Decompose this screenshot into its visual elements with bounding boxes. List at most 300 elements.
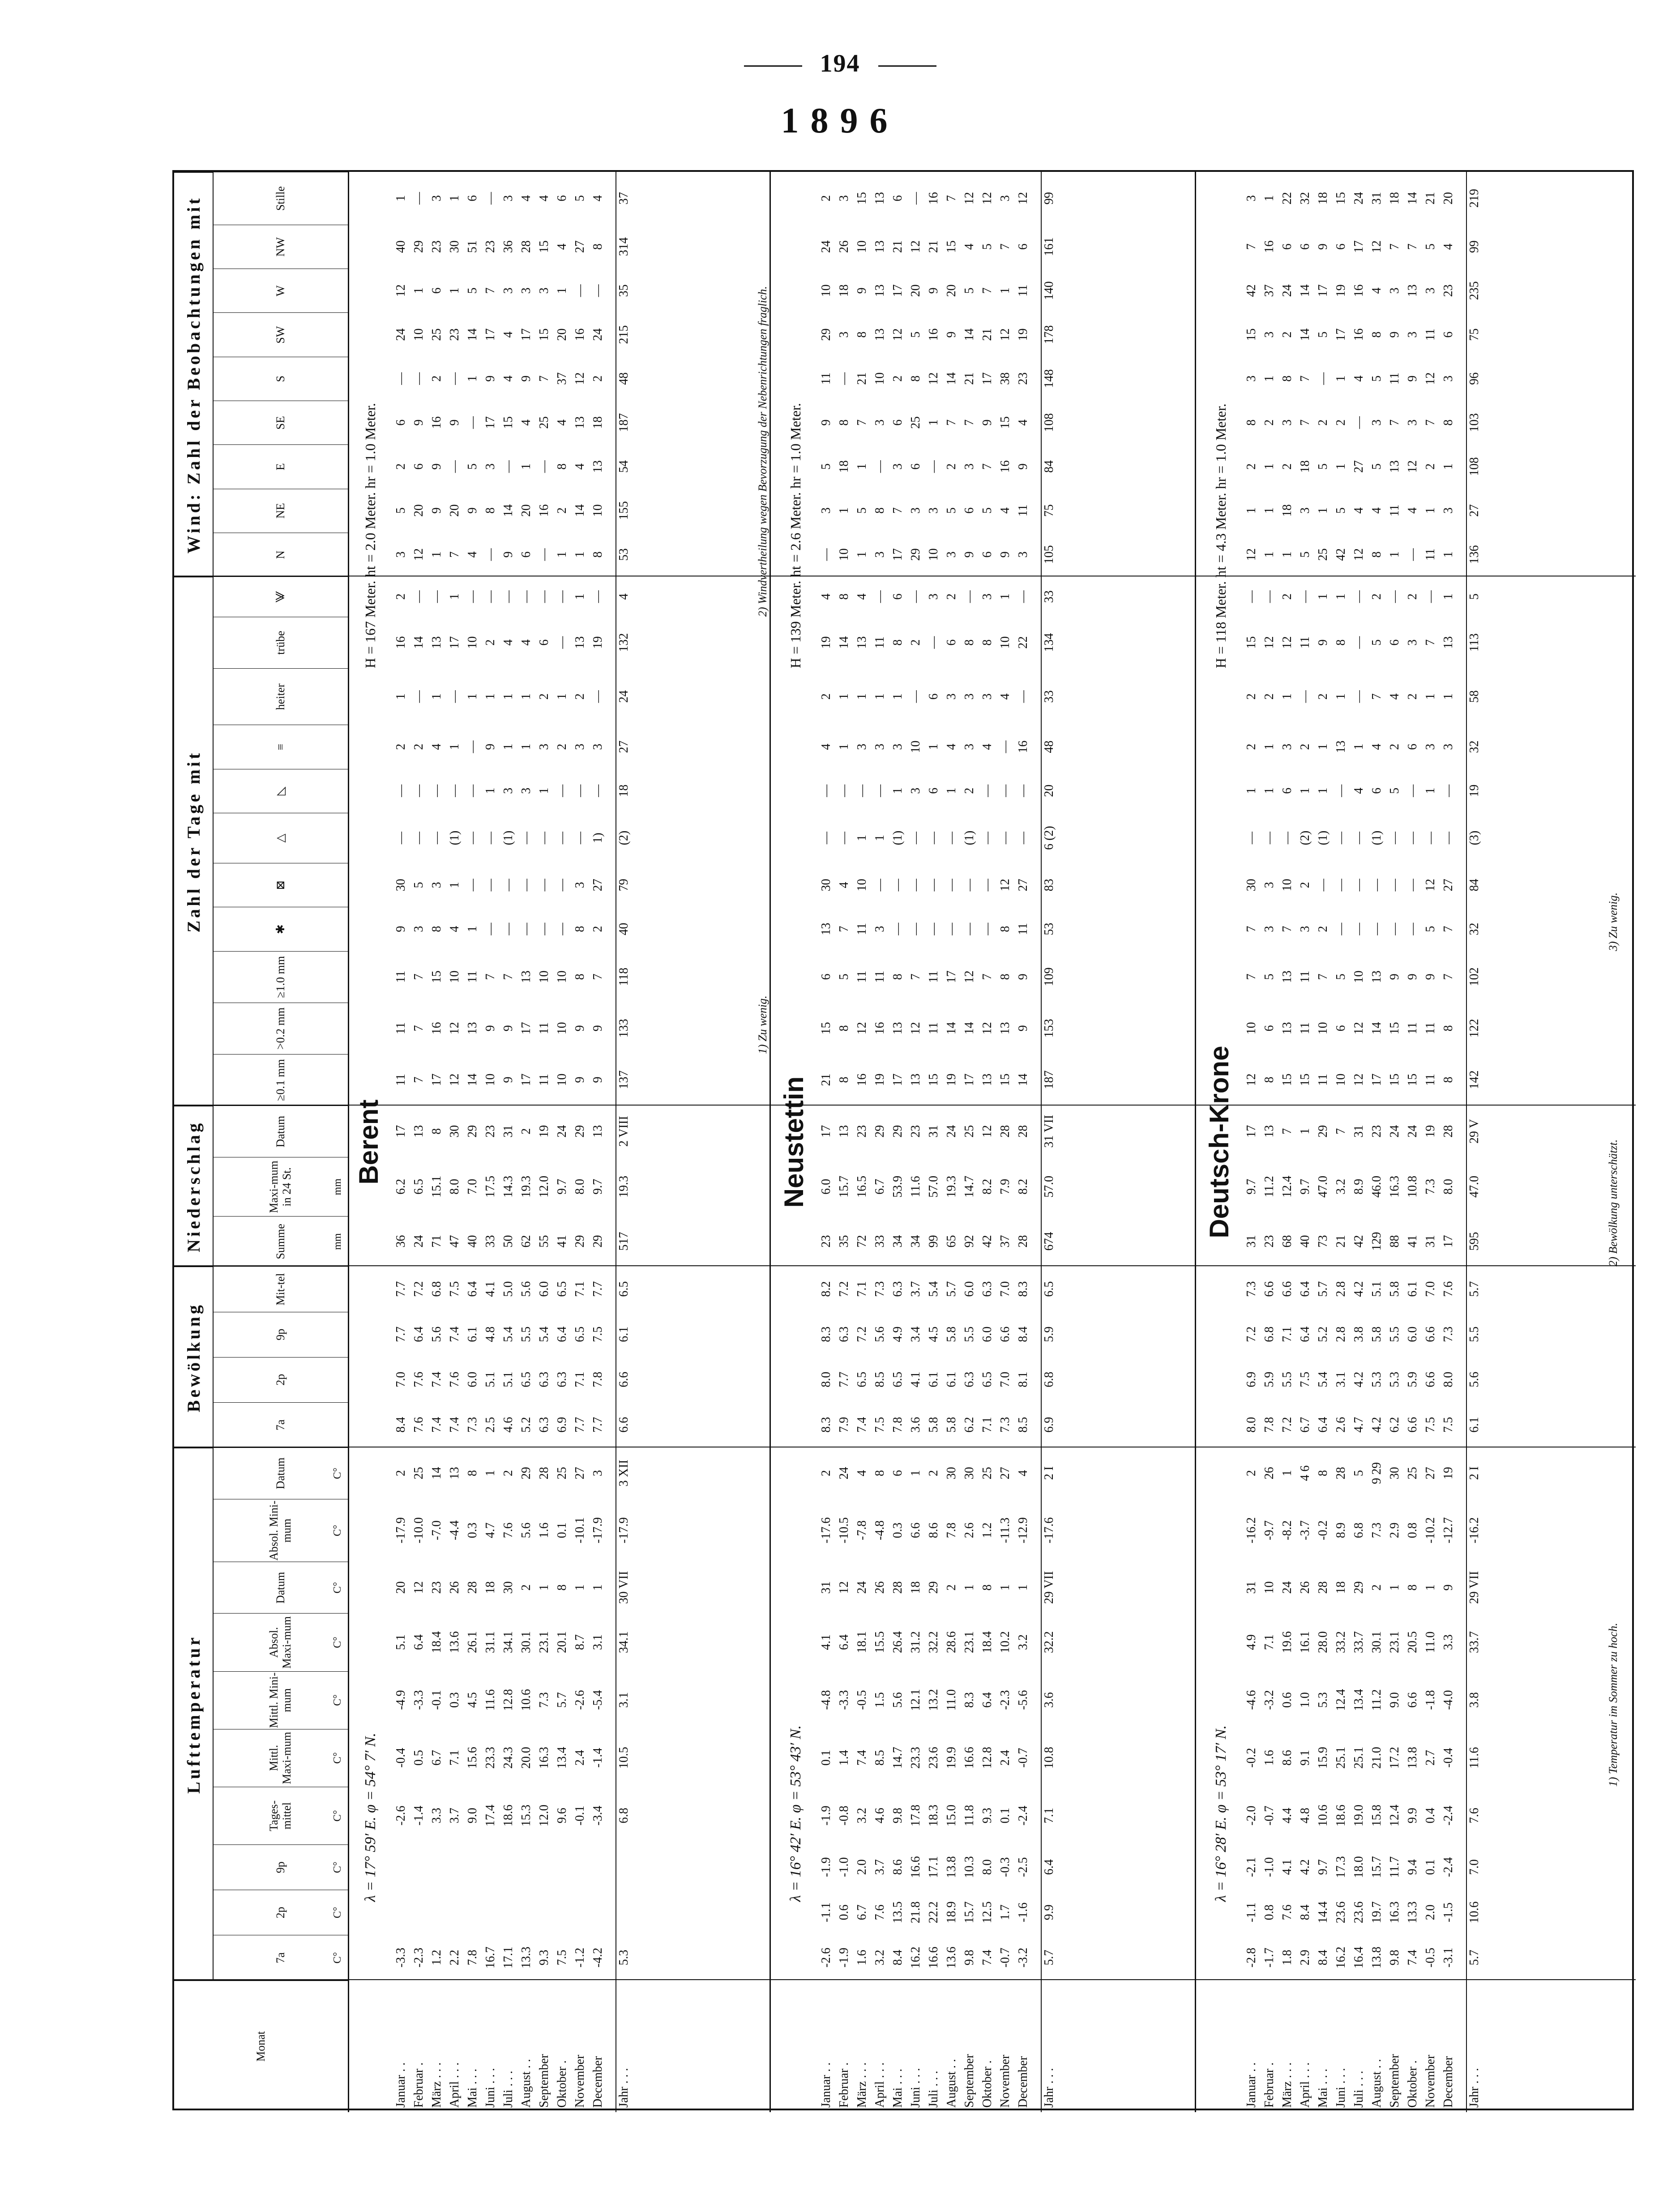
column-header-label: S <box>274 376 287 382</box>
table-cell: 4 <box>501 331 515 338</box>
table-cell: 7.7 <box>837 1371 851 1388</box>
table-cell: 6.5 <box>1042 1281 1056 1297</box>
table-cell: 2 <box>945 463 958 470</box>
table-cell: 6.2 <box>962 1417 976 1433</box>
table-cell: -1.2 <box>573 1947 587 1968</box>
table-cell: 3.7 <box>909 1281 923 1297</box>
table-cell: 1 <box>1262 507 1276 514</box>
table-cell: 4 <box>591 195 605 201</box>
table-cell: — <box>891 879 905 892</box>
column-header-label: ≥1.0 mm <box>274 956 287 998</box>
table-cell: — <box>1262 832 1276 845</box>
table-cell: 1 <box>555 693 569 700</box>
table-cell: 19.3 <box>519 1175 533 1198</box>
table-cell: 8 <box>855 331 869 338</box>
table-cell: — <box>412 372 426 385</box>
table-cell: 1 <box>412 287 426 294</box>
table-cell: 48 <box>617 372 631 385</box>
table-cell: 10 <box>873 372 887 385</box>
table-cell: 7.4 <box>1406 1950 1419 1966</box>
table-cell: 3 <box>909 787 923 794</box>
table-cell: — <box>483 922 497 935</box>
column-header <box>214 907 348 951</box>
table-cell: 21 <box>891 240 905 253</box>
table-cell: — <box>962 590 976 603</box>
table-cell: — <box>483 590 497 603</box>
table-frame <box>172 170 1634 2110</box>
table-cell: 1 <box>1280 693 1294 700</box>
table-cell: 6.0 <box>819 1178 833 1195</box>
table-cell: 10.8 <box>1406 1175 1419 1198</box>
table-cell: 14 <box>430 1467 444 1480</box>
table-cell: 7 <box>1370 693 1384 700</box>
month-label: Oktober . <box>1406 2060 1419 2108</box>
table-cell: -2.6 <box>394 1806 408 1826</box>
table-cell: 2 <box>819 1470 833 1477</box>
month-label: Oktober . <box>980 2060 994 2108</box>
table-cell: — <box>1424 590 1437 603</box>
column-divider <box>174 1979 1636 1980</box>
table-cell: 14 <box>945 1022 958 1035</box>
table-cell: 1 <box>1244 507 1258 514</box>
table-cell: — <box>1016 832 1030 845</box>
table-cell: 12 <box>855 1022 869 1035</box>
table-cell: 2 <box>1334 419 1348 426</box>
table-cell: 25 <box>430 328 444 341</box>
table-cell: 6 <box>1016 243 1030 250</box>
table-cell: 12 <box>891 328 905 341</box>
table-row <box>555 172 569 2112</box>
table-cell: 7.1 <box>1262 1634 1276 1650</box>
table-cell: 13 <box>998 1022 1012 1035</box>
table-cell: 6.7 <box>855 1904 869 1921</box>
table-cell: 31 <box>1244 1235 1258 1248</box>
table-cell: 40 <box>1298 1235 1312 1248</box>
station-coordinates: λ = 17° 59′ E. φ = 54° 7′ N. <box>362 1733 379 1902</box>
table-cell: 9 <box>501 551 515 558</box>
table-cell: 18 <box>591 416 605 429</box>
table-cell: 9 <box>394 926 408 932</box>
table-cell: 19 <box>1334 284 1348 297</box>
table-cell: 25 <box>555 1467 569 1480</box>
column-header <box>214 357 348 401</box>
table-cell: 7.8 <box>591 1371 605 1388</box>
footnote: 2) Windvertheilung wegen Bevorzugung der Nebenrichtungen fraglich. <box>756 286 769 617</box>
table-cell: 17 <box>1244 1125 1258 1138</box>
table-cell: 25 <box>1316 548 1330 561</box>
table-cell: 13 <box>448 1467 462 1480</box>
table-cell: 1 <box>1262 463 1276 470</box>
table-cell: 1 <box>998 593 1012 600</box>
table-cell: 14 <box>501 504 515 517</box>
table-cell: 9 <box>1016 463 1030 470</box>
table-cell: 7 <box>1244 926 1258 932</box>
footnote: 1) Temperatur im Sommer zu hoch. <box>1607 1622 1620 1787</box>
unit-label: mm <box>331 1178 343 1195</box>
table-cell: 13.8 <box>945 1856 958 1879</box>
table-cell: 31 <box>1424 1235 1437 1248</box>
table-cell: — <box>412 832 426 845</box>
table-cell: 3 <box>1280 743 1294 750</box>
table-cell: 29 <box>909 548 923 561</box>
table-cell: 42 <box>1352 1235 1366 1248</box>
table-cell: 6.6 <box>1406 1692 1419 1708</box>
column-header <box>214 1499 348 1562</box>
table-cell: 2 <box>1244 743 1258 750</box>
table-cell: 122 <box>1467 1019 1481 1038</box>
table-cell: 19.9 <box>945 1746 958 1769</box>
table-cell: 10.8 <box>1042 1746 1056 1769</box>
table-cell: 1.2 <box>430 1950 444 1966</box>
table-cell: 9 <box>501 1025 515 1032</box>
table-cell: 6 <box>819 973 833 980</box>
table-cell: 3 <box>980 593 994 600</box>
table-cell: 11 <box>1424 1074 1437 1086</box>
table-cell: 13 <box>466 1022 479 1035</box>
table-row <box>962 172 977 2112</box>
table-cell: 8.4 <box>891 1950 905 1966</box>
month-label: Mai . . . <box>466 2068 479 2108</box>
table-cell: 24 <box>1352 192 1366 205</box>
table-cell: 7.4 <box>855 1417 869 1433</box>
table-cell: 14.4 <box>1316 1901 1330 1924</box>
table-cell: 6.8 <box>430 1281 444 1297</box>
table-cell: 6.2 <box>1388 1417 1402 1433</box>
table-cell: 2 <box>1298 882 1312 888</box>
table-cell: -0.2 <box>1244 1748 1258 1768</box>
table-cell: 7 <box>980 287 994 294</box>
table-cell: — <box>537 832 551 845</box>
table-cell: 5.1 <box>394 1634 408 1650</box>
table-cell: — <box>1016 784 1030 797</box>
table-cell: 8.0 <box>819 1371 833 1388</box>
table-cell: 33 <box>873 1235 887 1248</box>
table-cell: 9.0 <box>1388 1692 1402 1708</box>
table-cell: 16.5 <box>855 1175 869 1198</box>
table-cell: 2.9 <box>1298 1950 1312 1966</box>
table-cell: 14 <box>945 372 958 385</box>
table-cell: 17 <box>483 328 497 341</box>
table-cell: 6.1 <box>1467 1417 1481 1433</box>
table-cell: 153 <box>1042 1019 1056 1038</box>
table-cell: 30 <box>1388 1467 1402 1480</box>
table-cell: 7.3 <box>873 1281 887 1297</box>
table-cell: 5.4 <box>501 1326 515 1342</box>
table-cell: 6.3 <box>962 1371 976 1388</box>
table-cell: 11 <box>1316 1074 1330 1086</box>
table-cell: 23 <box>1262 1235 1276 1248</box>
column-header <box>214 1844 348 1890</box>
table-cell: -1.9 <box>819 1857 833 1877</box>
column-header-label: Mit-tel <box>274 1273 287 1306</box>
table-cell: 9.6 <box>555 1807 569 1823</box>
table-cell: 8 <box>998 926 1012 932</box>
table-cell: 6.6 <box>617 1417 631 1433</box>
table-cell: 23 <box>430 240 444 253</box>
table-cell: 6 <box>537 639 551 646</box>
table-cell: 8.1 <box>1016 1371 1030 1388</box>
table-cell: 18.1 <box>855 1631 869 1653</box>
table-cell: — <box>980 922 994 935</box>
table-cell: 9 29 <box>1370 1462 1384 1484</box>
table-cell: 3 <box>1298 926 1312 932</box>
table-cell: 4 <box>1370 743 1384 750</box>
table-cell: 27 <box>573 1467 587 1480</box>
table-cell: 3 <box>1370 419 1384 426</box>
table-cell: — <box>591 784 605 797</box>
dash-right <box>878 65 936 67</box>
table-cell: 12 <box>962 192 976 205</box>
table-cell: 7 <box>1424 419 1437 426</box>
table-cell: 6.5 <box>891 1371 905 1388</box>
table-cell: — <box>466 832 479 845</box>
table-cell: 23 <box>1370 1125 1384 1138</box>
table-cell: 1 <box>1424 507 1437 514</box>
table-cell: — <box>448 372 462 385</box>
table-cell: 96 <box>1467 372 1481 385</box>
table-cell: 108 <box>1042 413 1056 432</box>
table-cell: — <box>555 879 569 892</box>
table-cell: 14 <box>837 636 851 649</box>
table-cell: 3.8 <box>1467 1692 1481 1708</box>
table-cell: 7.0 <box>466 1178 479 1195</box>
table-cell: -3.3 <box>394 1947 408 1968</box>
table-cell: 18 <box>837 284 851 297</box>
table-cell: 11.7 <box>1388 1856 1402 1878</box>
table-cell: 11 <box>1298 1022 1312 1034</box>
table-cell: 28 <box>1016 1235 1030 1248</box>
table-cell: 8 <box>430 926 444 932</box>
table-cell: 16 <box>927 192 940 205</box>
table-cell: 4 <box>1406 507 1419 514</box>
table-cell: 11 <box>927 1022 940 1034</box>
table-cell: 30 <box>448 1125 462 1138</box>
table-cell: 2 <box>962 787 976 794</box>
table-cell: 1 <box>448 593 462 600</box>
table-cell: 4.1 <box>909 1371 923 1388</box>
table-cell: 5.5 <box>1280 1371 1294 1388</box>
table-cell: 7 <box>1441 973 1455 980</box>
table-cell: 1 <box>1316 743 1330 750</box>
table-cell: 2 <box>1244 693 1258 700</box>
column-header-label: ⊠ <box>274 880 287 890</box>
table-cell: — <box>819 548 833 561</box>
table-cell: -5.6 <box>1016 1690 1030 1710</box>
table-cell: 7.3 <box>1370 1522 1384 1538</box>
column-header <box>214 269 348 312</box>
table-cell: 3 <box>1244 195 1258 201</box>
table-cell: 7 <box>945 419 958 426</box>
table-cell: 4.9 <box>1244 1634 1258 1650</box>
table-cell: 23.6 <box>1352 1901 1366 1924</box>
table-cell: 3.7 <box>873 1859 887 1875</box>
table-cell: 28 <box>537 1467 551 1480</box>
table-cell: 13 <box>430 636 444 649</box>
table-cell: 31 VII <box>1042 1114 1056 1148</box>
unit-label: C° <box>331 1752 343 1764</box>
table-cell: 2 <box>1370 1584 1384 1591</box>
table-cell: 16.6 <box>909 1856 923 1879</box>
table-cell: 8 <box>837 419 851 426</box>
column-header <box>214 1003 348 1054</box>
table-cell: -2.1 <box>1244 1857 1258 1877</box>
table-cell: 9.7 <box>591 1178 605 1195</box>
table-cell: 1 <box>927 743 940 750</box>
table-cell: 1.4 <box>837 1750 851 1766</box>
table-cell: 1 <box>1316 787 1330 794</box>
table-cell: 1 <box>909 1470 923 1477</box>
table-cell: -2.4 <box>1441 1806 1455 1826</box>
table-cell: 29 VII <box>1042 1571 1056 1604</box>
table-row <box>1016 172 1030 2112</box>
table-cell: — <box>1388 879 1402 892</box>
table-cell: 23 <box>909 1125 923 1138</box>
table-cell: -0.7 <box>1016 1748 1030 1768</box>
table-cell: 2 VIII <box>617 1116 631 1147</box>
table-cell: 12.4 <box>1388 1804 1402 1827</box>
table-cell: 3 <box>501 287 515 294</box>
table-cell: 16 <box>1352 284 1366 297</box>
table-cell: 4.7 <box>1352 1417 1366 1433</box>
unit-label: C° <box>331 1907 343 1918</box>
table-cell: — <box>519 832 533 845</box>
station-name: Deutsch-Krone <box>1204 1046 1234 1238</box>
table-cell: 13 <box>519 970 533 983</box>
table-cell: 1 <box>501 693 515 700</box>
table-cell: 6 <box>927 787 940 794</box>
table-cell: 4.9 <box>891 1326 905 1342</box>
table-cell: 6 <box>891 195 905 201</box>
table-cell: 18.6 <box>501 1804 515 1827</box>
table-cell: — <box>1370 879 1384 892</box>
table-cell: 12.0 <box>537 1804 551 1827</box>
table-cell: 35 <box>837 1235 851 1248</box>
table-cell: 3 <box>962 693 976 700</box>
table-cell: 21 <box>927 240 940 253</box>
table-cell: 13 <box>591 460 605 473</box>
table-cell: 2 <box>430 375 444 382</box>
table-cell: — <box>1352 416 1366 429</box>
table-cell: 27 <box>1016 879 1030 892</box>
table-cell: 27 <box>1424 1467 1437 1480</box>
table-cell: 30 <box>819 879 833 892</box>
table-cell: 4 <box>501 639 515 646</box>
unit-label: C° <box>331 1468 343 1479</box>
table-cell: 12.4 <box>1280 1175 1294 1198</box>
table-cell: 6.6 <box>1262 1281 1276 1297</box>
table-cell: 2 <box>537 693 551 700</box>
table-cell: — <box>1352 590 1366 603</box>
table-cell: 25 <box>412 1467 426 1480</box>
table-cell: 11.6 <box>909 1176 923 1198</box>
table-cell: 1 <box>1334 693 1348 700</box>
table-cell: 5 <box>1370 375 1384 382</box>
table-cell: 3.2 <box>1334 1178 1348 1195</box>
station-name: Neustettin <box>779 1076 809 1208</box>
table-cell: 13 <box>873 328 887 341</box>
table-cell: — <box>519 922 533 935</box>
table-cell: 15 <box>1298 1073 1312 1086</box>
table-cell: 19 <box>1016 328 1030 341</box>
table-cell: 4.8 <box>1298 1807 1312 1823</box>
table-cell: 7.4 <box>448 1326 462 1342</box>
table-cell: 28 <box>466 1581 479 1594</box>
table-cell: 23 <box>1441 284 1455 297</box>
table-cell: -1.8 <box>1424 1690 1437 1710</box>
table-cell: 1 <box>891 693 905 700</box>
column-header-label: ≡ <box>274 743 287 751</box>
table-cell: 5.6 <box>519 1522 533 1538</box>
table-cell: 5 <box>962 287 976 294</box>
table-cell: 16.1 <box>1298 1631 1312 1653</box>
table-row <box>998 172 1013 2112</box>
table-cell: 5 <box>1424 243 1437 250</box>
table-cell: 5 <box>394 507 408 514</box>
table-cell: — <box>927 879 940 892</box>
table-cell: 3 <box>1424 743 1437 750</box>
table-cell: 1 <box>573 593 587 600</box>
table-cell: 4.2 <box>1352 1371 1366 1388</box>
table-cell: 6 <box>1334 243 1348 250</box>
table-cell: 28 <box>998 1125 1012 1138</box>
table-cell: 20 <box>519 504 533 517</box>
table-cell: — <box>1424 832 1437 845</box>
table-cell: 11 <box>394 1022 408 1034</box>
table-cell: — <box>1352 690 1366 703</box>
table-cell: 6 <box>519 551 533 558</box>
table-cell: 4 <box>555 419 569 426</box>
table-cell: 3.8 <box>1352 1326 1366 1342</box>
table-cell: 17 <box>394 1125 408 1138</box>
table-cell: 31 <box>1352 1125 1366 1138</box>
table-cell: 8.5 <box>873 1750 887 1766</box>
table-cell: 62 <box>519 1235 533 1248</box>
table-cell: 13 <box>855 636 869 649</box>
table-cell: 11 <box>1424 329 1437 341</box>
table-cell: 6.6 <box>1406 1417 1419 1433</box>
table-cell: 13 <box>891 1022 905 1035</box>
table-cell: -2.3 <box>998 1690 1012 1710</box>
table-cell: — <box>501 460 515 473</box>
table-cell: — <box>1352 922 1366 935</box>
table-cell: 15 <box>1244 328 1258 341</box>
table-cell: 23 <box>483 240 497 253</box>
table-cell: 7.5 <box>1298 1371 1312 1388</box>
month-label: Jahr . . . <box>1042 2068 1056 2108</box>
table-cell: 3.2 <box>855 1807 869 1823</box>
table-cell: 5 <box>1316 463 1330 470</box>
unit-label: C° <box>331 1636 343 1648</box>
table-cell: 33 <box>1042 590 1056 603</box>
table-cell: 8 <box>980 639 994 646</box>
table-cell: 5.0 <box>501 1281 515 1297</box>
table-cell: — <box>573 832 587 845</box>
table-cell: 1 <box>483 787 497 794</box>
table-cell: 6.9 <box>1244 1371 1258 1388</box>
table-cell: 26 <box>1298 1581 1312 1594</box>
table-cell: 11 <box>1298 636 1312 649</box>
table-cell: 53 <box>1042 922 1056 935</box>
table-cell: -2.3 <box>412 1947 426 1968</box>
table-cell: 2 <box>891 375 905 382</box>
table-cell: -1.4 <box>412 1806 426 1826</box>
table-cell: -10.0 <box>412 1517 426 1544</box>
table-cell: 9 <box>483 375 497 382</box>
table-cell: 4 <box>501 375 515 382</box>
table-cell: 30 VII <box>617 1571 631 1604</box>
table-cell: 14 <box>1298 284 1312 297</box>
month-label: December <box>1016 2056 1030 2108</box>
